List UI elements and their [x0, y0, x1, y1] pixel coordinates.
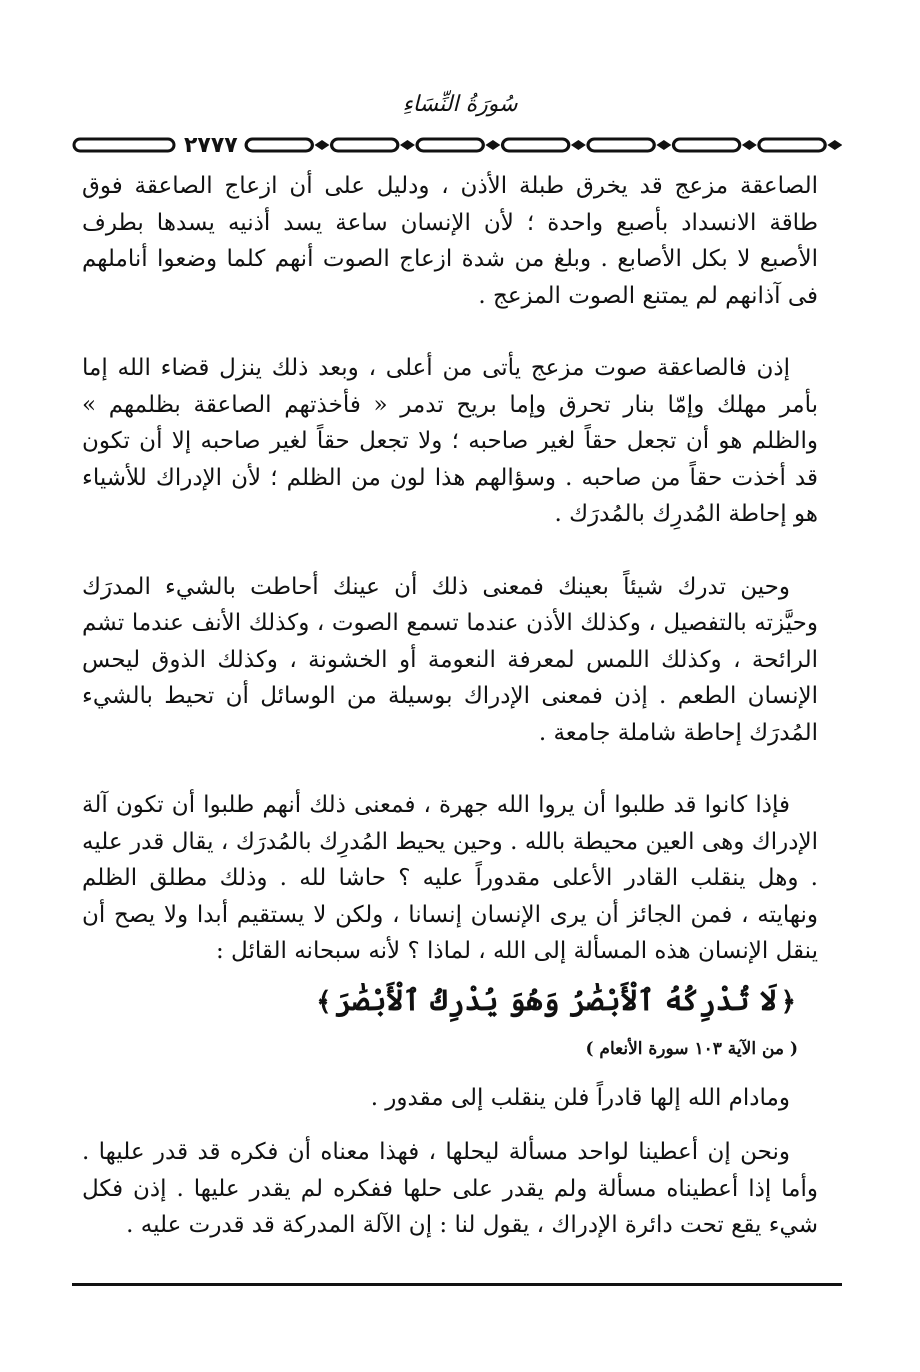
paragraph-2: إذن فالصاعقة صوت مزعج يأتى من أعلى ، وبعد ذلك ينزل قضاء الله إما بأمر مهلك وإمّا بنار تحرق وإما بريح تدمر « فأخذتهم الصاعقة بظلمهم » والظلم هو أن تجعل حقاً لغير صاحبه ؛ ولا تجعل حقاً لغير صاحبه إلا أن تكون قد أخذت حقاً من صاحبه . وسؤالهم هذا لون من الظلم ؛ لأن الإدراك للأشياء هو إحاطة المُدرِك بالمُدرَك .: [82, 355, 818, 527]
verse-close-bracket: ﴾: [316, 986, 332, 1017]
page-number: ٢٧٧٧: [184, 132, 238, 158]
quran-verse: [82, 978, 818, 1024]
paragraph-4: فإذا كانوا قد طلبوا أن يروا الله جهرة ، فمعنى ذلك أنهم طلبوا أن تكون آلة الإدراك وهى العين محيطة بالله . وحين يحيط المُدرِك بالمُدرَك ، يقال قدر عليه . وهل ينقلب القادر الأعلى مقدوراً عليه ؟ حاشا لله . وذلك مطلق الظلم ونهايته ، فمن الجائز أن يرى الإنسان إنسانا ، ولكن لا يستقيم أبدا ولا يصح أن ينقل الإنسان هذه المسألة إلى الله ، لماذا ؟ لأنه سبحانه القائل :: [82, 792, 818, 964]
chain-left-end-icon: [70, 132, 180, 158]
ornamental-chain-border: [70, 132, 842, 158]
verse-open-bracket: ﴿: [780, 986, 796, 1017]
paragraph-6: ونحن إن أعطينا لواحد مسألة ليحلها ، فهذا معناه أن فكره قد قدر عليها . وأما إذا أعطيناه مسألة ولم يقدر على حلها ففكره لم يقدر عليها . إذن فكل شيء يقع تحت دائرة الإدراك ، يقول لنا : إن الآلة المدركة قد قدرت عليه .: [82, 1139, 818, 1238]
page-body: [82, 168, 818, 1244]
paragraph-3: وحين تدرك شيئاً بعينك فمعنى ذلك أن عينك أحاطت بالشيء المدرَك وحيَّزته بالتفصيل ، وكذلك الأذن عندما تسمع الصوت ، وكذلك الأنف عندما تشم الرائحة ، وكذلك اللمس لمعرفة النعومة أو الخشونة ، وكذلك الذوق ليحس الإنسان الطعم . إذن فمعنى الإدراك بوسيلة من الوسائل أن تحيط بالشيء المُدرَك إحاطة شاملة جامعة .: [82, 573, 818, 746]
verse-text: لَا تُدْرِكُهُ ٱلْأَبْصَٰرُ وَهُوَ يُدْرِكُ ٱلْأَبْصَٰرَ: [335, 982, 777, 1017]
chain-border-icon: [244, 132, 842, 158]
surah-running-head: سُورَةُ النِّسَاءِ: [402, 92, 518, 117]
paragraph-5: ومادام الله إلها قادراً فلن ينقلب إلى مقدور .: [370, 1084, 790, 1111]
paragraph-1: الصاعقة مزعج قد يخرق طبلة الأذن ، ودليل على أن ازعاج الصاعقة فوق طاقة الانسداد بأصبع واحدة ؛ لأن الإنسان ساعة يسد أذنيه يسدها بطرف الأصبع لا بكل الأصابع . وبلغ من شدة ازعاج الصوت أنهم كلما وضعوا أناملهم فى آذانهم لم يمتنع الصوت المزعج .: [82, 173, 818, 309]
verse-reference: ( من الآية ١٠٣ سورة الأنعام ): [585, 1038, 798, 1059]
footer-rule: [72, 1283, 842, 1286]
